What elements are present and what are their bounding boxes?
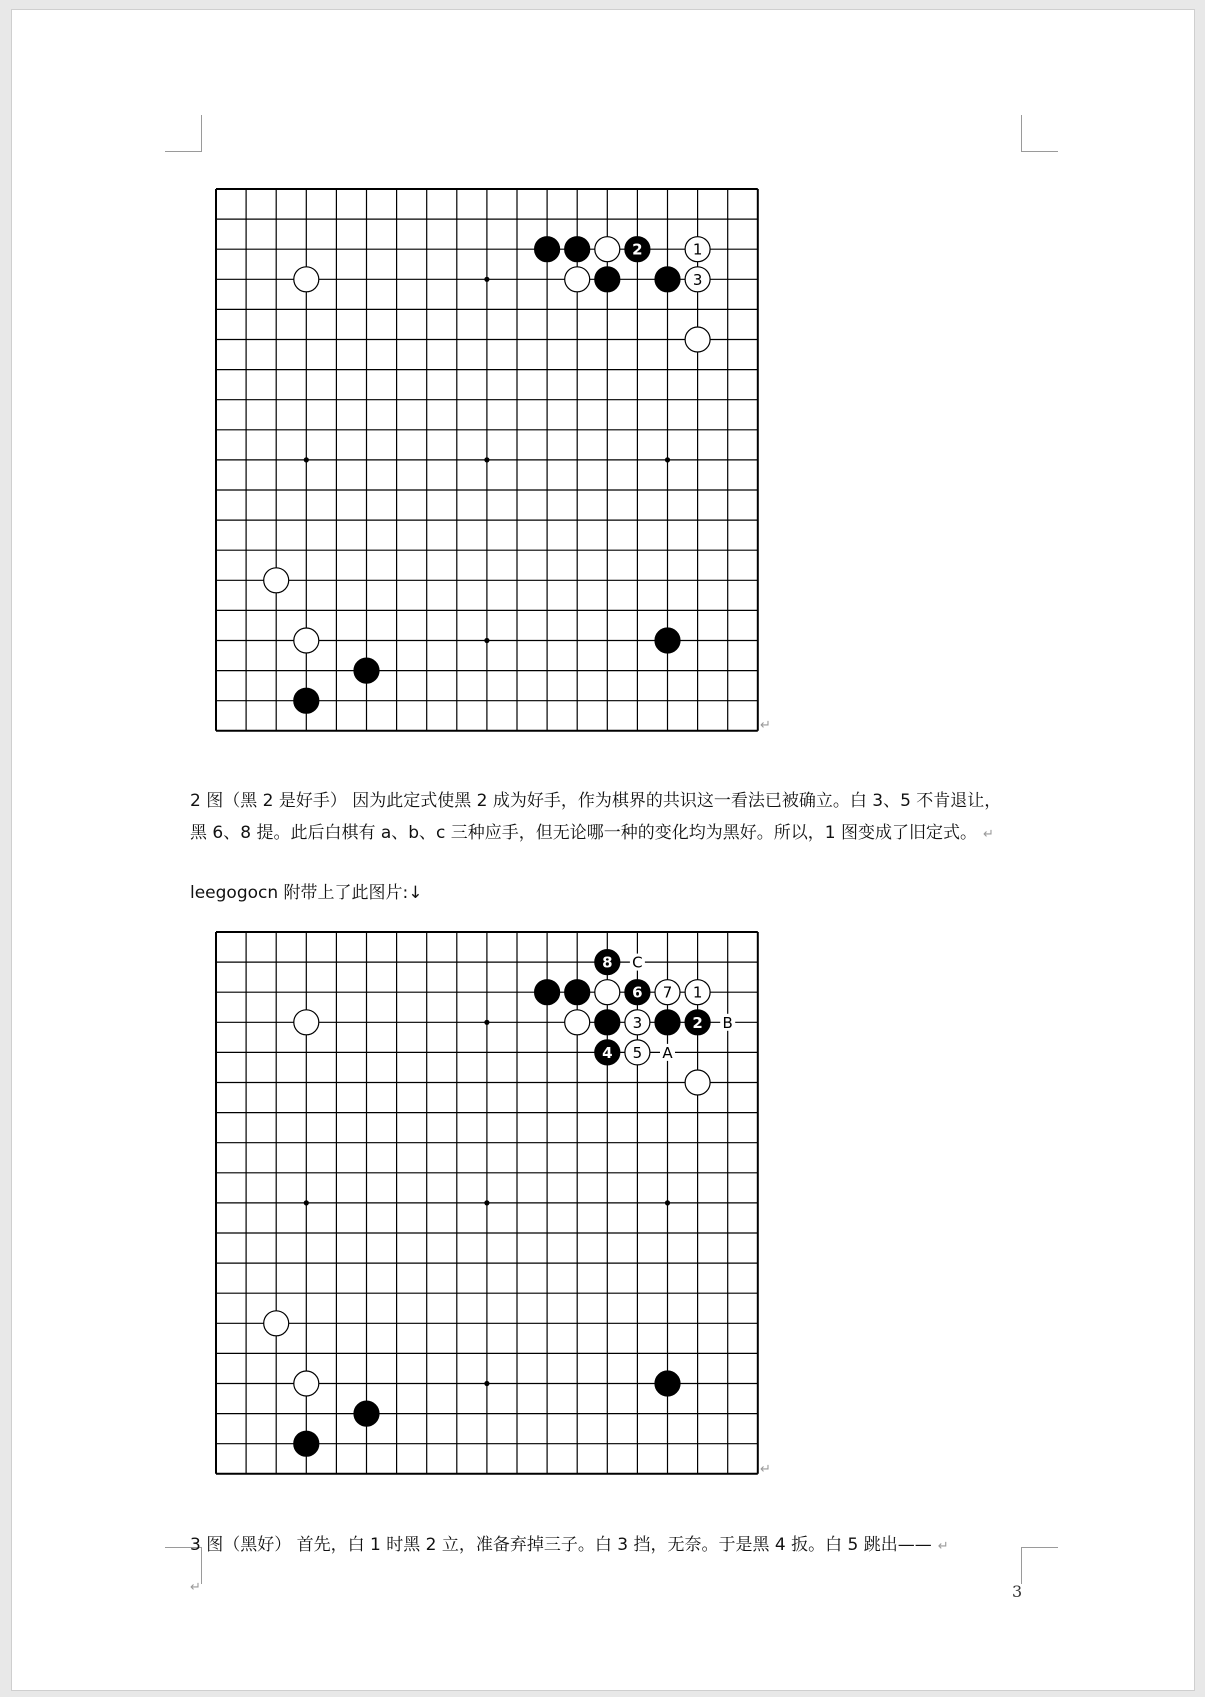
point-letter: B — [722, 1013, 733, 1032]
star-point — [665, 457, 670, 462]
star-point — [304, 1200, 309, 1205]
stone-disc — [655, 628, 680, 653]
black-stone-6 — [625, 980, 650, 1005]
paragraph-text: 2 图（黑 2 是好手） 因为此定式使黑 2 成为好手，作为棋界的共识这一看法已被确立。白 3、5 不肯退让， — [190, 791, 1002, 811]
black-stone — [655, 1010, 680, 1035]
move-number: 4 — [602, 1043, 613, 1062]
black-stone — [294, 688, 319, 713]
stone-disc — [655, 1371, 680, 1396]
black-stone — [595, 267, 620, 292]
crop-mark-top-left — [165, 115, 202, 152]
move-number: 6 — [632, 983, 643, 1002]
stone-disc — [354, 1401, 379, 1426]
stone-disc — [595, 1010, 620, 1035]
black-stone-8 — [595, 950, 620, 975]
paragraph-mark: ↵ — [760, 1462, 771, 1477]
stone-disc — [685, 327, 710, 352]
stone-disc — [565, 1010, 590, 1035]
stone-disc — [264, 568, 289, 593]
move-number: 1 — [692, 240, 703, 259]
paragraph-mark: ↵ — [983, 827, 994, 842]
white-stone — [264, 1311, 289, 1336]
black-stone-4 — [595, 1040, 620, 1065]
star-point — [304, 457, 309, 462]
black-stone-2 — [625, 237, 650, 262]
point-label-c — [630, 954, 645, 972]
paragraph-text: 黑 6、8 提。此后白棋有 a、b、c 三种应手，但无论哪一种的变化均为黑好。所以，1 图变成了旧定式。 — [190, 823, 978, 843]
point-label-a — [660, 1044, 675, 1062]
white-stone — [565, 267, 590, 292]
paragraph-figure-2-line-2 — [190, 818, 994, 843]
stone-disc — [294, 688, 319, 713]
black-stone — [655, 628, 680, 653]
move-number: 2 — [692, 1013, 703, 1032]
star-point — [484, 1381, 489, 1386]
stone-disc — [294, 628, 319, 653]
stone-disc — [595, 267, 620, 292]
stone-disc — [595, 980, 620, 1005]
black-stone — [535, 980, 560, 1005]
move-number: 8 — [602, 953, 613, 972]
black-stone — [535, 237, 560, 262]
black-stone — [565, 980, 590, 1005]
stone-disc — [535, 237, 560, 262]
paragraph-figure-2-line-1 — [190, 786, 1001, 811]
white-stone-5 — [625, 1040, 650, 1065]
document-page — [11, 9, 1195, 1691]
paragraph-figure-3 — [190, 1530, 949, 1555]
white-stone-3 — [685, 267, 710, 292]
white-stone — [294, 1371, 319, 1396]
stone-disc — [294, 1431, 319, 1456]
paragraph-mark: ↵ — [760, 718, 771, 733]
star-point — [484, 1200, 489, 1205]
white-stone — [685, 1070, 710, 1095]
stone-disc — [655, 267, 680, 292]
stone-disc — [565, 267, 590, 292]
white-stone — [294, 628, 319, 653]
point-letter: C — [632, 953, 643, 972]
white-stone-1 — [685, 980, 710, 1005]
point-label-b — [720, 1014, 735, 1032]
paragraph-mark: ↵ — [190, 1580, 201, 1595]
stone-disc — [535, 980, 560, 1005]
stone-disc — [294, 267, 319, 292]
paragraph-text: leegogocn 附带上了此图片:↓ — [190, 883, 423, 903]
star-point — [484, 1020, 489, 1025]
stone-disc — [294, 1010, 319, 1035]
black-stone-2 — [685, 1010, 710, 1035]
stone-disc — [655, 1010, 680, 1035]
point-letter: A — [662, 1043, 673, 1062]
star-point — [484, 638, 489, 643]
white-stone — [685, 327, 710, 352]
move-number: 7 — [662, 983, 673, 1002]
stone-disc — [264, 1311, 289, 1336]
star-point — [484, 277, 489, 282]
move-number: 2 — [632, 240, 643, 259]
black-stone — [294, 1431, 319, 1456]
white-stone — [294, 267, 319, 292]
black-stone — [655, 1371, 680, 1396]
stone-disc — [595, 237, 620, 262]
crop-mark-bottom-right — [1021, 1547, 1058, 1584]
white-stone — [595, 980, 620, 1005]
white-stone-1 — [685, 237, 710, 262]
white-stone — [264, 568, 289, 593]
black-stone — [565, 237, 590, 262]
board-figure-2 — [204, 177, 764, 737]
move-number: 3 — [692, 270, 703, 289]
stone-disc — [565, 237, 590, 262]
black-stone — [354, 1401, 379, 1426]
white-stone-7 — [655, 980, 680, 1005]
star-point — [665, 1200, 670, 1205]
crop-mark-top-right — [1021, 115, 1058, 152]
white-stone-3 — [625, 1010, 650, 1035]
move-number: 3 — [632, 1013, 643, 1032]
page-number: 3 — [1012, 1582, 1023, 1601]
board-figure-3 — [204, 920, 764, 1480]
white-stone — [565, 1010, 590, 1035]
stone-disc — [565, 980, 590, 1005]
paragraph-text: 3 图（黑好） 首先，白 1 时黑 2 立，准备弃掉三子。白 3 挡，无奈。于是黑 4 扳。白 5 跳出—— — [190, 1535, 932, 1555]
paragraph-leegogocn — [190, 878, 423, 903]
paragraph-mark: ↵ — [937, 1539, 949, 1554]
black-stone — [595, 1010, 620, 1035]
white-stone — [294, 1010, 319, 1035]
white-stone — [595, 237, 620, 262]
move-number: 5 — [632, 1043, 643, 1062]
move-number: 1 — [692, 983, 703, 1002]
black-stone — [655, 267, 680, 292]
stone-disc — [685, 1070, 710, 1095]
stone-disc — [354, 658, 379, 683]
star-point — [484, 457, 489, 462]
stone-disc — [294, 1371, 319, 1396]
black-stone — [354, 658, 379, 683]
